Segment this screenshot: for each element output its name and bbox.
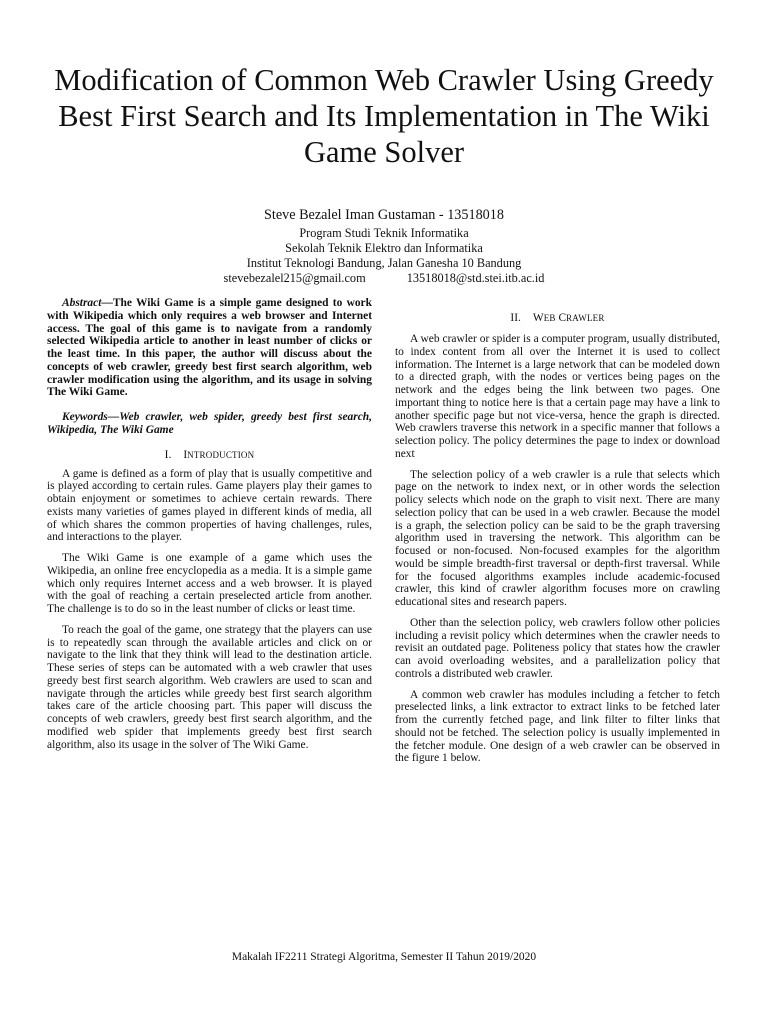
intro-paragraph-2: The Wiki Game is one example of a game which uses the Wikipedia, an online free encyclopedia as a media. It is a simple game which only requires Internet access and a web browser. It is played with the goal of reaching a certain preselected article from another. The challenge is to do so in the least number of clicks or least time. <box>47 552 372 615</box>
crawler-paragraph-2: The selection policy of a web crawler is a rule that selects which page on the network to index next, or in other words the selection policy selects which node on the graph to visit next. There are many selection policy that can be used in a web crawler. Because the model is a graph, the selection policy can be said to be the graph traversing algorithm used in traversing the network. This algorithm can be focused or non-focused. Non-focused examples for the algorithm would be simple breadth-first traversal or depth-first traversal. While for the focused algorithms examples include academic-focused crawler, this kind of crawler algorithm focuses more on crawling educational sites and research papers. <box>395 468 720 608</box>
author-emails <box>150 271 618 286</box>
page-footer: Makalah IF2211 Strategi Algoritma, Semester II Tahun 2019/2020 <box>231 951 537 963</box>
affiliation-school: Sekolah Teknik Elektro dan Informatika <box>285 241 483 255</box>
section-number: I. <box>164 448 172 461</box>
intro-paragraph-3: To reach the goal of the game, one strategy that the players can use is to repeatedly scan through the available articles and click on or navigate to the link that they think will lead to the destination article. These series of steps can be automated with a web crawler that uses greedy best first search algorithm. Web crawlers are used to scan and navigate through the articles while greedy best first search algorithm takes care of the article choosing part. This paper will discuss the concepts of web crawlers, greedy best first search algorithm, and the modified web spider that implements greedy best first search algorithm, also its usage in the solver of The Wiki Game. <box>47 623 372 751</box>
section-heading-web-crawler: II. WEB CRAWLER <box>510 312 605 324</box>
affiliation-institute: Institut Teknologi Bandung, Jalan Ganesha 10 Bandung <box>246 256 522 270</box>
crawler-paragraph-4: A common web crawler has modules including a fetcher to fetch preselected links, a link extractor to extract links to be fetched later from the currently fetched page, and link filter to filter links that should not be fetched. The selection policy is usually implemented in the fetcher module. One design of a web crawler can be observed in the figure 1 below. <box>395 688 720 765</box>
crawler-paragraph-3: Other than the selection policy, web crawlers follow other policies including a revisit policy which determines when the crawler needs to revisit an outdated page. Politeness policy that states how the crawler can avoid overloading websites, and a parallelization policy that controls a distributed web crawler. <box>395 616 720 680</box>
abstract-label: Abstract <box>62 297 102 309</box>
email-personal: stevebezalel215@gmail.com <box>223 271 366 285</box>
abstract-text: —The Wiki Game is a simple game designed to work with Wikipedia which only requires a web browser and Internet access. The goal of this game is to navigate from a randomly selected Wikipedia article to another in least number of clicks or the least time. In this paper, the author will discuss about the concepts of web crawler, greedy best first search algorithm, web crawler modification using the algorithm, and its usage in solving The Wiki Game. <box>47 297 372 399</box>
crawler-paragraph-1: A web crawler or spider is a computer program, usually distributed, to index content from all over the Internet it is used to collect information. The Internet is a large network that can be modeled down to a directed graph, with the nodes or vertices being pages on the network and the edges being the link between two pages. One important thing to notice here is that a certain page may have a link to another specific page but not vice-versa, hence the graph is directed. Web crawlers traverse this network in a specific manner that follows a selection policy. The policy determines the page to index or download next <box>395 333 720 460</box>
section-heading-introduction: I. INTRODUCTION <box>164 448 255 461</box>
intro-paragraph-1: A game is defined as a form of play that is usually competitive and is played according to certain rules. Game players play their games to obtain enjoyment or sometimes to achieve certain rewards. There exists many varieties of games played in different kinds of media, all of which shares the common properties of having challenges, rules, and interactions to the player. <box>47 467 372 544</box>
paper-title: Modification of Common Web Crawler Using Greedy Best First Search and Its Implementation in The Wiki Game Solver <box>54 63 714 169</box>
keywords: Keywords—Web crawler, web spider, greedy best first search, Wikipedia, The Wiki Game <box>47 411 372 436</box>
email-student: 13518018@std.stei.itb.ac.id <box>406 271 545 285</box>
author-block <box>150 206 618 286</box>
right-column <box>395 312 720 773</box>
section-number: II. <box>510 312 521 324</box>
affiliation-program: Program Studi Teknik Informatika <box>299 226 469 240</box>
author-name: Steve Bezalel Iman Gustaman - 13518018 <box>264 207 504 223</box>
left-column <box>47 297 372 759</box>
abstract <box>47 297 372 399</box>
